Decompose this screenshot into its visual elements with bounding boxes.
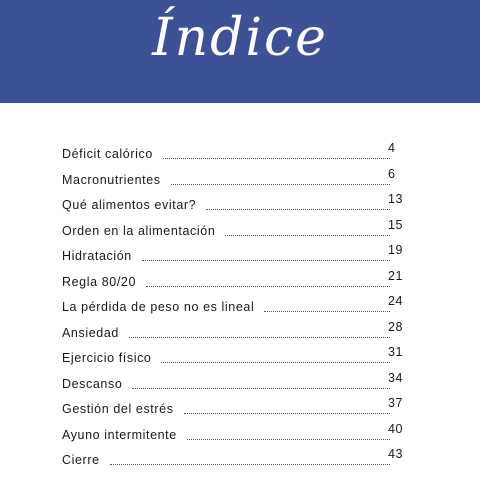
toc-entry[interactable] [62,141,402,170]
toc-entry-label: Regla 80/20 [62,274,137,289]
dot-leader [184,401,390,414]
toc-entry-page: 31 [388,345,403,359]
dot-leader [110,452,390,465]
header-banner [0,0,480,103]
table-of-contents [62,141,403,476]
toc-entry-label: Orden en la alimentación [62,223,216,238]
toc-entry-label: La pérdida de peso no es lineal [62,300,255,314]
toc-entry-page: 28 [388,319,403,334]
toc-entry-page: 34 [388,370,403,385]
dot-leader [163,146,390,159]
toc-entry[interactable] [62,421,403,451]
dot-leader [225,223,390,236]
toc-entry-label: Descanso [62,376,123,391]
toc-entry[interactable] [62,243,403,272]
toc-entry-page: 43 [388,447,403,461]
toc-entry[interactable] [62,294,403,323]
toc-entry-page: 40 [388,421,403,436]
dot-leader [264,299,390,312]
toc-entry[interactable] [62,192,403,221]
toc-entry[interactable] [62,217,403,247]
toc-entry[interactable] [62,370,403,400]
toc-entry[interactable] [62,166,402,196]
toc-entry-label: Macronutrientes [62,172,161,187]
toc-entry-page: 37 [388,396,403,410]
toc-entry-label: Gestión del estrés [62,402,174,416]
toc-entry-label: Ejercicio físico [62,351,152,365]
dot-leader [171,172,390,185]
dot-leader [142,248,390,261]
toc-entry[interactable] [62,345,403,374]
dot-leader [187,427,390,440]
toc-entry[interactable] [62,396,403,425]
toc-entry-page: 24 [388,294,403,308]
toc-entry-page: 13 [388,192,403,206]
toc-entry-page: 6 [388,166,396,181]
toc-entry-label: Ansiedad [62,325,119,340]
page-title: Índice [152,8,328,68]
toc-entry-label: Déficit calórico [62,147,153,161]
toc-entry-page: 15 [388,217,403,232]
toc-entry[interactable] [62,447,403,476]
dot-leader [132,376,390,389]
dot-leader [129,325,390,338]
toc-entry-page: 19 [388,243,403,257]
toc-entry-label: Qué alimentos evitar? [62,198,197,212]
dot-leader [161,350,390,363]
dot-leader [206,197,390,210]
toc-entry-page: 21 [388,268,403,283]
toc-entry[interactable] [62,268,403,298]
toc-entry-label: Hidratación [62,249,132,263]
toc-entry-label: Ayuno intermitente [62,427,177,442]
toc-entry[interactable] [62,319,403,349]
toc-entry-page: 4 [388,141,396,155]
toc-entry-label: Cierre [62,453,100,467]
dot-leader [146,274,390,287]
